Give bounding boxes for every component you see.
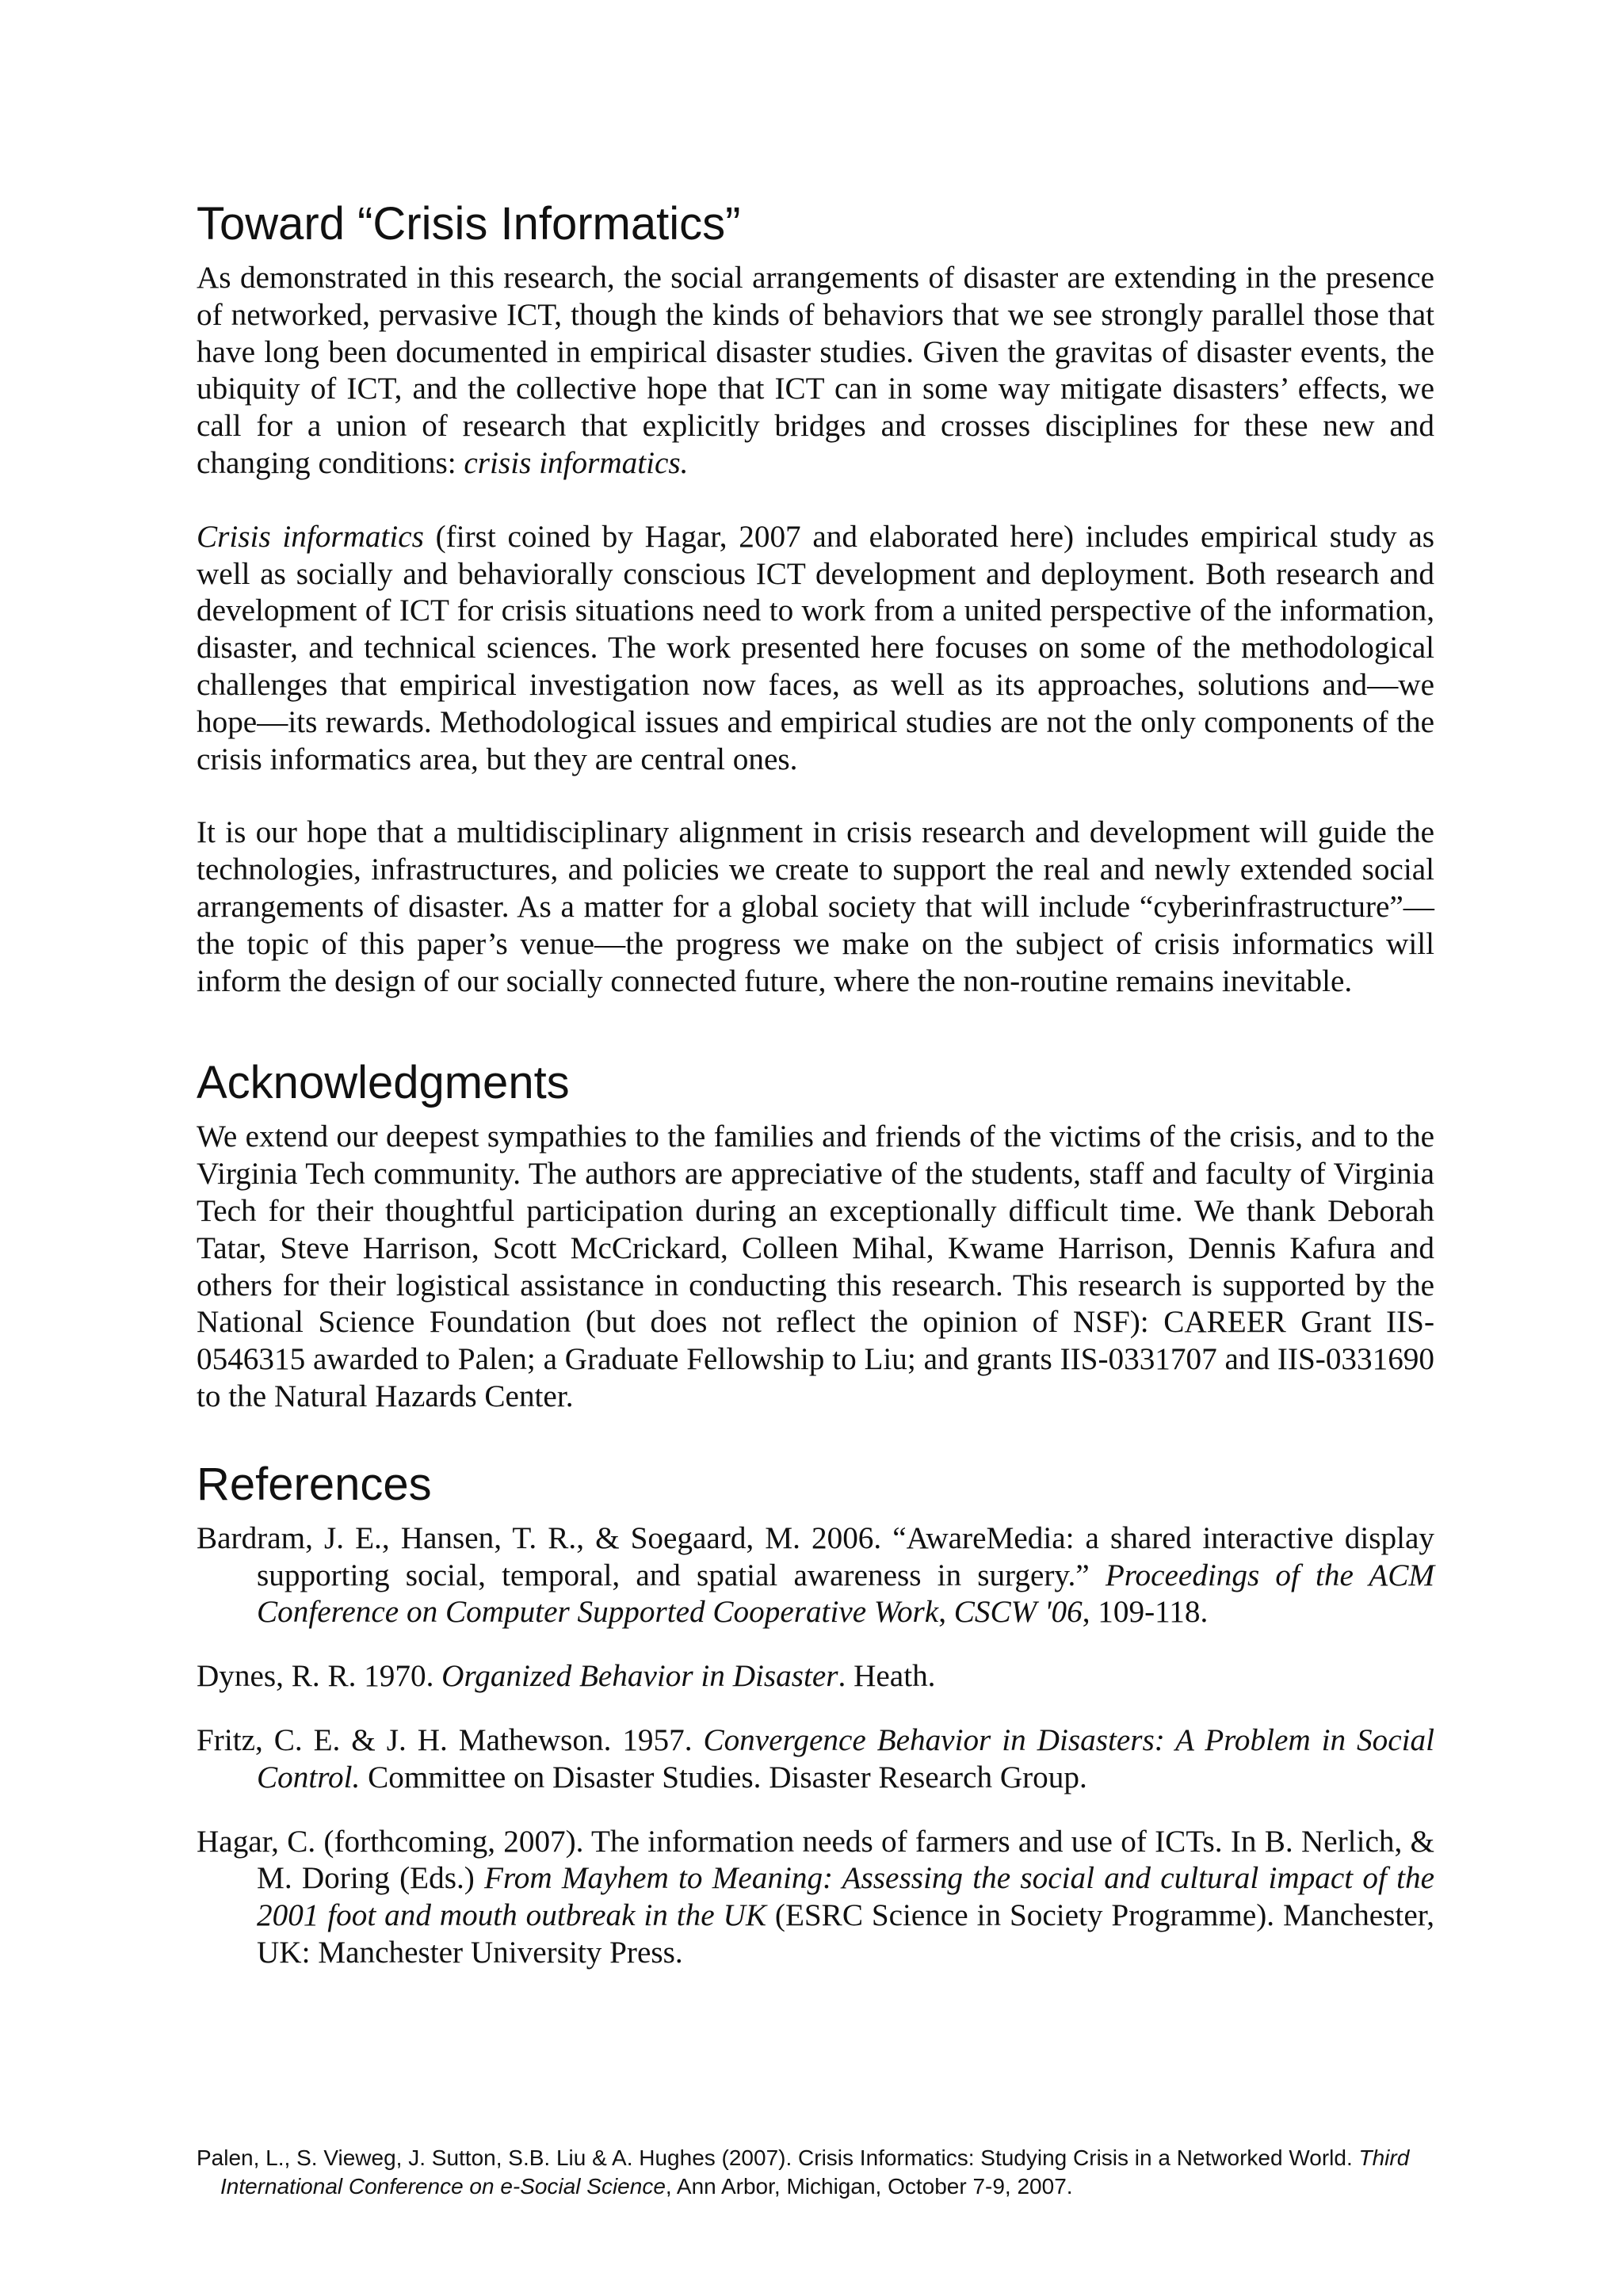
reference-venue: Proceedings of the ACM Conference on Computer Supported Cooperative Work [257,1558,1435,1630]
italic-term: crisis informatics. [464,445,689,480]
reference-text: Hagar, C. (forthcoming, 2007). The information needs of farmers and use of ICTs. In B. Nerlich, & M. Doring (Eds.) [197,1824,1434,1896]
reference-text: , 109-118. [1082,1595,1209,1630]
reference-text: , [938,1595,954,1630]
section-heading-acknowledgments: Acknowledgments [197,1057,570,1109]
reference-title: From Mayhem to Meaning: Assessing the social and cultural impact of the 2001 foot and mouth outbreak in the UK [257,1861,1434,1933]
reference-text: (ESRC Science in Society Programme). Manchester, UK: Manchester University Press. [257,1898,1434,1970]
paragraph-text: (first coined by Hagar, 2007 and elaborated here) includes empirical study as well as socially and behaviorally conscious ICT development and deployment. Both research and development of ICT for crisis situations need to work from a united perspective of the information, disaster, and technical sciences. The work presented here focuses on some of the methodological challenges that empirical investigation now faces, as well as its approaches, solutions and—we hope—its rewards. Methodological issues and empirical studies are not the only components of the crisis informatics area, but they are central ones. [197,519,1434,776]
reference-text: . Heath. [838,1659,936,1694]
section-heading-crisis-informatics: Toward “Crisis Informatics” [197,198,741,250]
paragraph-text: As demonstrated in this research, the social arrangements of disaster are extending in the presence of networked, pervasive ICT, though the kinds of behaviors that we see strongly parallel those that have long been documented in empirical disaster studies. Given the gravitas of disaster events, the ubiquity of ICT, and the collective hope that ICT can in some way mitigate disasters’ effects, we call for a union of research that explicitly bridges and crosses disciplines for these new and changing conditions: [197,261,1434,480]
reference-text: Fritz, C. E. & J. H. Mathewson. 1957. [197,1722,704,1757]
reference-title: Convergence Behavior in Disasters: A Problem in Social Control. [257,1722,1435,1794]
reference-hagar [197,1824,1434,1972]
reference-dynes [197,1658,1434,1695]
section-heading-references: References [197,1458,432,1510]
reference-text: Committee on Disaster Studies. Disaster Research Group. [360,1760,1087,1794]
reference-fritz [197,1722,1434,1797]
reference-text: Bardram, J. E., Hansen, T. R., & Soegaard, M. 2006. “AwareMedia: a shared interactive display supporting social, temporal, and spatial awareness in surgery.” [197,1520,1434,1592]
reference-venue-short: CSCW '06 [953,1595,1083,1630]
page-footer-citation [197,2144,1488,2201]
footer-venue: Third International Conference on e-Social Science [220,2145,1410,2199]
reference-title: Organized Behavior in Disaster [441,1659,838,1694]
italic-term: Crisis informatics [197,519,424,554]
paragraph-acknowledgments: We extend our deepest sympathies to the families and friends of the victims of the crisis, and to the Virginia Tech community. The authors are appreciative of the students, staff and faculty of Virginia Tech for their thoughtful participation during an exceptionally difficult time. We thank Deborah Tatar, Steve Harrison, Scott McCrickard, Colleen Mihal, Kwame Harrison, Dennis Kafura and others for their logistical assistance in conducting this research. This research is supported by the National Science Foundation (but does not reflect the opinion of NSF): CAREER Grant IIS-0546315 awarded to Palen; a Graduate Fellowship to Liu; and grants IIS-0331707 and IIS-0331690 to the Natural Hazards Center. [197,1119,1434,1413]
paragraph-crisis-2 [197,519,1434,779]
paragraph-crisis-3: It is our hope that a multidisciplinary alignment in crisis research and development will guide the technologies, infrastructures, and policies we create to support the real and newly extended social arrangements of disaster. As a matter for a global society that will include “cyberinfrastructure”—the topic of this paper’s venue—the progress we make on the subject of crisis informatics will inform the design of our socially connected future, where the non-routine remains inevitable. [197,815,1434,998]
footer-text: Palen, L., S. Vieweg, J. Sutton, S.B. Liu & A. Hughes (2007). Crisis Informatics: Studying Crisis in a Networked World. [197,2145,1359,2170]
paragraph-crisis-1 [197,260,1434,482]
reference-text: Dynes, R. R. 1970. [197,1659,442,1694]
page-content [197,196,1434,1999]
reference-bardram [197,1520,1434,1631]
footer-text: , Ann Arbor, Michigan, October 7-9, 2007. [665,2174,1073,2199]
